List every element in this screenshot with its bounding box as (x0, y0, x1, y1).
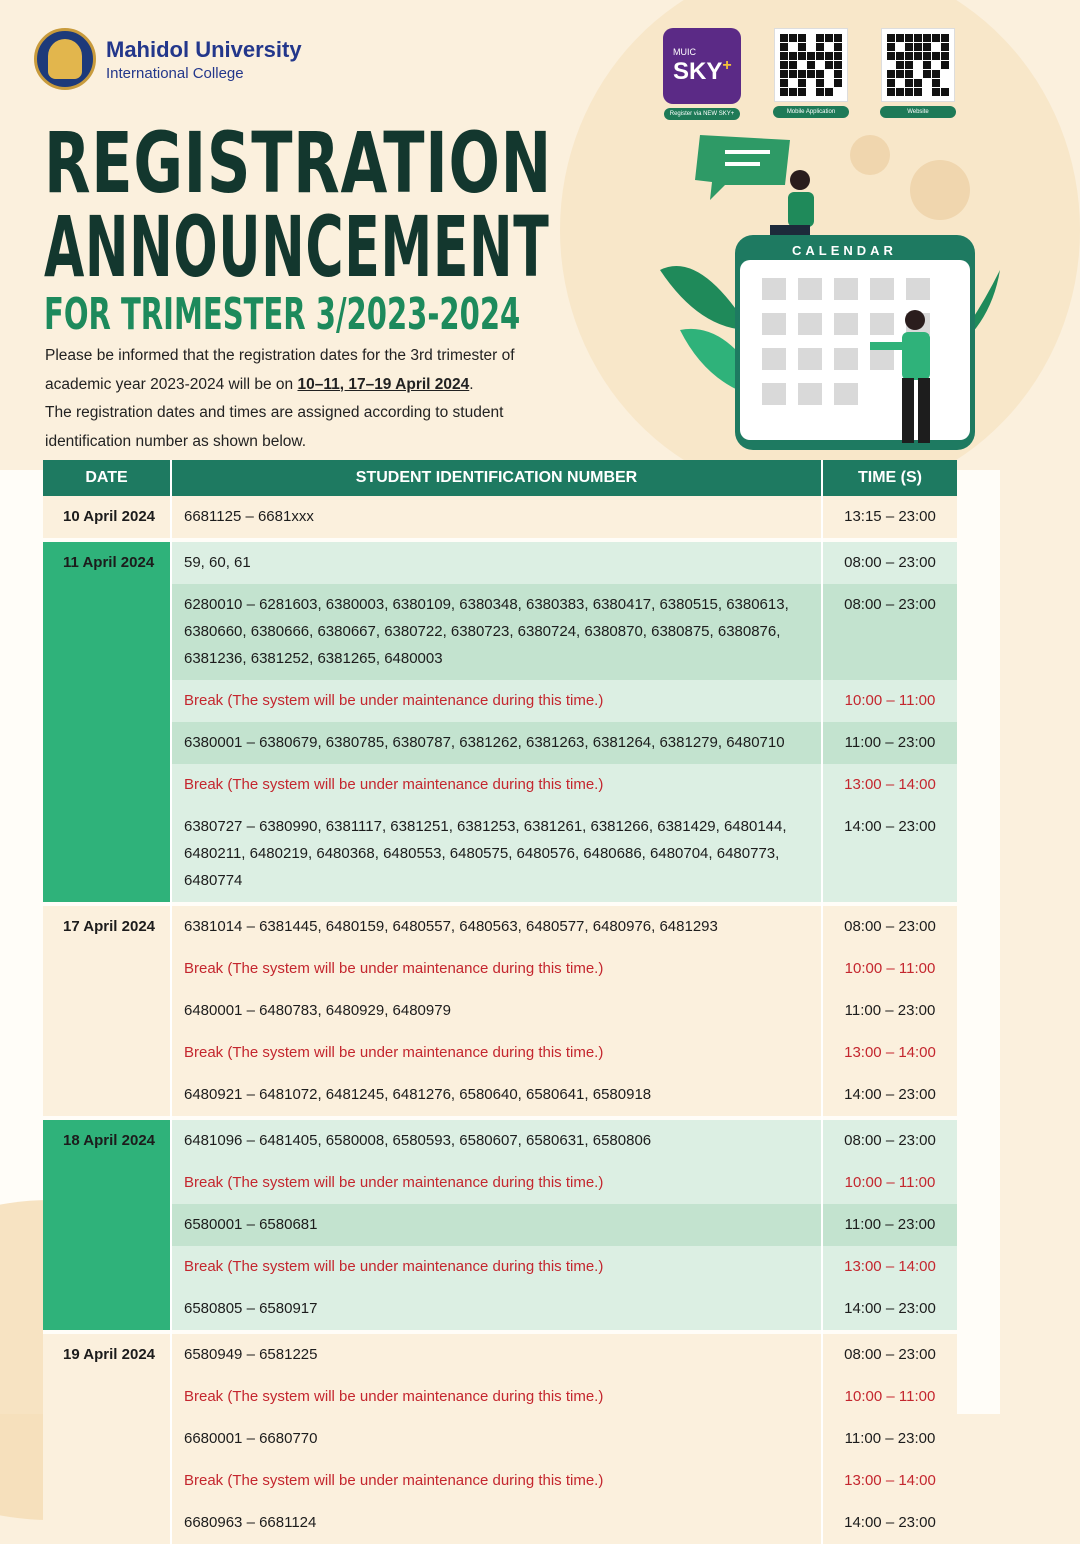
time-cell (822, 1502, 957, 1544)
time-cell (822, 948, 957, 990)
student-id-cell (171, 1502, 822, 1544)
time-cell (822, 496, 957, 538)
time-range: 13:00 – 14:00 (844, 1472, 936, 1489)
time-cell (822, 1246, 957, 1288)
time-cell (822, 1162, 957, 1204)
table-row (43, 1032, 957, 1074)
qr-code-icon (774, 28, 848, 102)
table-row (43, 680, 957, 722)
sky-logo-icon: MUIC SKY+ (663, 28, 741, 104)
break-notice-cell (171, 1460, 822, 1502)
header-student-id: STUDENT IDENTIFICATION NUMBER (171, 460, 822, 496)
break-notice-cell (171, 764, 822, 806)
table-row (43, 1418, 957, 1460)
time-range: 11:00 – 23:00 (844, 1430, 936, 1447)
time-range: 08:00 – 23:00 (844, 1132, 936, 1149)
table-row (43, 1502, 957, 1544)
break-notice-cell (171, 948, 822, 990)
student-id-range: 6380001 – 6380679, 6380785, 6380787, 6381262, 6381263, 6381264, 6381279, 6480710 (184, 734, 785, 751)
student-id-cell (171, 722, 822, 764)
student-id-range: 6381014 – 6381445, 6480159, 6480557, 6480563, 6480577, 6480976, 6481293 (184, 918, 718, 935)
date-label: 10 April 2024 (63, 508, 155, 525)
time-range: 10:00 – 11:00 (844, 1174, 936, 1191)
table-row (43, 542, 957, 584)
table-row (43, 806, 957, 902)
break-notice: Break (The system will be under maintenance during this time.) (184, 960, 604, 977)
time-cell (822, 722, 957, 764)
break-notice: Break (The system will be under maintenance during this time.) (184, 1174, 604, 1191)
date-cell (43, 542, 171, 902)
break-notice-cell (171, 1376, 822, 1418)
website-qr[interactable] (880, 28, 956, 118)
time-range: 13:15 – 23:00 (844, 508, 936, 525)
time-cell (822, 1334, 957, 1376)
title-line-2: ANNOUNCEMENT (44, 198, 550, 296)
student-id-range: 6580949 – 6581225 (184, 1346, 318, 1363)
break-notice-cell (171, 680, 822, 722)
break-notice: Break (The system will be under maintenance during this time.) (184, 1472, 604, 1489)
time-range: 08:00 – 23:00 (844, 918, 936, 935)
student-id-range: 6680963 – 6681124 (184, 1514, 317, 1531)
table-row (43, 1162, 957, 1204)
time-range: 14:00 – 23:00 (844, 1300, 936, 1317)
calendar-icon (735, 235, 975, 450)
time-range: 14:00 – 23:00 (844, 818, 936, 835)
table-row (43, 1334, 957, 1376)
chat-bubble-icon (695, 135, 790, 200)
time-range: 08:00 – 23:00 (844, 1346, 936, 1363)
sky-app-badge[interactable] (663, 28, 741, 120)
time-range: 08:00 – 23:00 (844, 596, 936, 613)
date-label: 18 April 2024 (63, 1132, 155, 1149)
calendar-illustration (640, 130, 1000, 460)
title-line-1: REGISTRATION (44, 114, 552, 212)
table-row (43, 906, 957, 948)
break-notice: Break (The system will be under maintenance during this time.) (184, 1388, 604, 1405)
university-name: Mahidol University (106, 36, 302, 62)
college-name: International College (106, 64, 244, 82)
break-notice: Break (The system will be under maintenance during this time.) (184, 1258, 604, 1275)
student-id-cell (171, 1288, 822, 1330)
time-range: 14:00 – 23:00 (844, 1514, 936, 1531)
time-cell (822, 1418, 957, 1460)
table-row (43, 990, 957, 1032)
break-notice: Break (The system will be under maintenance during this time.) (184, 692, 604, 709)
student-id-cell (171, 1418, 822, 1460)
time-cell (822, 584, 957, 680)
date-label: 19 April 2024 (63, 1346, 155, 1363)
time-range: 08:00 – 23:00 (844, 554, 936, 571)
break-notice-cell (171, 1246, 822, 1288)
table-row (43, 948, 957, 990)
table-row (43, 1460, 957, 1502)
time-cell (822, 990, 957, 1032)
date-cell (43, 906, 171, 1116)
table-row (43, 584, 957, 680)
student-id-range: 59, 60, 61 (184, 554, 251, 571)
table-header-row (43, 460, 957, 496)
student-id-cell (171, 1204, 822, 1246)
date-cell (43, 1120, 171, 1330)
time-cell (822, 1120, 957, 1162)
time-range: 10:00 – 11:00 (844, 692, 936, 709)
gear-icon (850, 135, 970, 220)
student-id-cell (171, 1120, 822, 1162)
university-seal-icon (34, 28, 96, 90)
student-id-range: 6580001 – 6580681 (184, 1216, 318, 1233)
table-row (43, 722, 957, 764)
student-id-cell (171, 906, 822, 948)
student-id-range: 6481096 – 6481405, 6580008, 6580593, 6580607, 6580631, 6580806 (184, 1132, 652, 1149)
student-id-range: 6280010 – 6281603, 6380003, 6380109, 6380348, 6380383, 6380417, 6380515, 6380613, 6380660, 6380666, 6380667, 6380722, 6380723, 6380724, 6380870, 6380875, 6380876, 6381236, 6381252, 6381265, 6480003 (184, 596, 789, 667)
time-cell (822, 764, 957, 806)
intro-paragraph: Please be informed that the registration dates for the 3rd trimester of academic year 2023-2024 will be on 10–11, 17–19 April 2024. The registration dates and times are assigned according to student identification number as shown below. (45, 347, 515, 450)
header-date: DATE (43, 460, 171, 496)
table-row (43, 1246, 957, 1288)
table-row (43, 764, 957, 806)
time-cell (822, 906, 957, 948)
calendar-label: CALENDAR (792, 243, 897, 258)
sky-label: Register via NEW SKY+ (664, 108, 740, 120)
time-cell (822, 1032, 957, 1074)
time-range: 13:00 – 14:00 (844, 1044, 936, 1061)
mobile-app-qr[interactable] (773, 28, 849, 118)
student-id-cell (171, 1074, 822, 1116)
time-cell (822, 1204, 957, 1246)
student-id-cell (171, 496, 822, 538)
table-row (43, 1288, 957, 1330)
time-cell (822, 1376, 957, 1418)
table-row (43, 496, 957, 538)
student-id-cell (171, 584, 822, 680)
time-cell (822, 1288, 957, 1330)
time-range: 13:00 – 14:00 (844, 1258, 936, 1275)
title-line-3: FOR TRIMESTER 3/2023-2024 (44, 289, 521, 340)
table-row (43, 1120, 957, 1162)
time-cell (822, 1460, 957, 1502)
student-id-range: 6480921 – 6481072, 6481245, 6481276, 6580640, 6580641, 6580918 (184, 1086, 652, 1103)
date-cell (43, 496, 171, 538)
time-range: 11:00 – 23:00 (844, 1216, 936, 1233)
time-cell (822, 1074, 957, 1116)
table-row (43, 1376, 957, 1418)
student-id-range: 6680001 – 6680770 (184, 1430, 318, 1447)
table-body (43, 496, 957, 1544)
time-range: 10:00 – 11:00 (844, 1388, 936, 1405)
student-id-cell (171, 990, 822, 1032)
student-id-cell (171, 1334, 822, 1376)
time-range: 14:00 – 23:00 (844, 1086, 936, 1103)
registration-schedule-table (43, 460, 957, 1544)
student-id-range: 6380727 – 6380990, 6381117, 6381251, 6381253, 6381261, 6381266, 6381429, 6480144, 6480211, 6480219, 6480368, 6480553, 6480575, 6480576, 6480686, 6480704, 6480773, 6480774 (184, 818, 787, 889)
website-label: Website (880, 106, 956, 118)
student-id-range: 6480001 – 6480783, 6480929, 6480979 (184, 1002, 451, 1019)
time-cell (822, 542, 957, 584)
break-notice-cell (171, 1162, 822, 1204)
date-label: 17 April 2024 (63, 918, 155, 935)
student-id-cell (171, 806, 822, 902)
table-row (43, 1074, 957, 1116)
university-logo (34, 28, 302, 90)
student-id-cell (171, 542, 822, 584)
header-time: TIME (S) (822, 460, 957, 496)
registration-dates: 10–11, 17–19 April 2024 (297, 375, 470, 393)
date-cell (43, 1334, 171, 1544)
time-cell (822, 680, 957, 722)
time-range: 13:00 – 14:00 (844, 776, 936, 793)
time-range: 11:00 – 23:00 (844, 1002, 936, 1019)
date-label: 11 April 2024 (63, 554, 155, 571)
time-cell (822, 806, 957, 902)
break-notice: Break (The system will be under maintenance during this time.) (184, 1044, 604, 1061)
break-notice-cell (171, 1032, 822, 1074)
mobile-app-label: Mobile Application (773, 106, 849, 118)
table-row (43, 1204, 957, 1246)
student-id-range: 6681125 – 6681xxx (184, 508, 314, 525)
time-range: 11:00 – 23:00 (844, 734, 936, 751)
student-id-range: 6580805 – 6580917 (184, 1300, 318, 1317)
qr-code-icon (881, 28, 955, 102)
break-notice: Break (The system will be under maintenance during this time.) (184, 776, 604, 793)
time-range: 10:00 – 11:00 (844, 960, 936, 977)
